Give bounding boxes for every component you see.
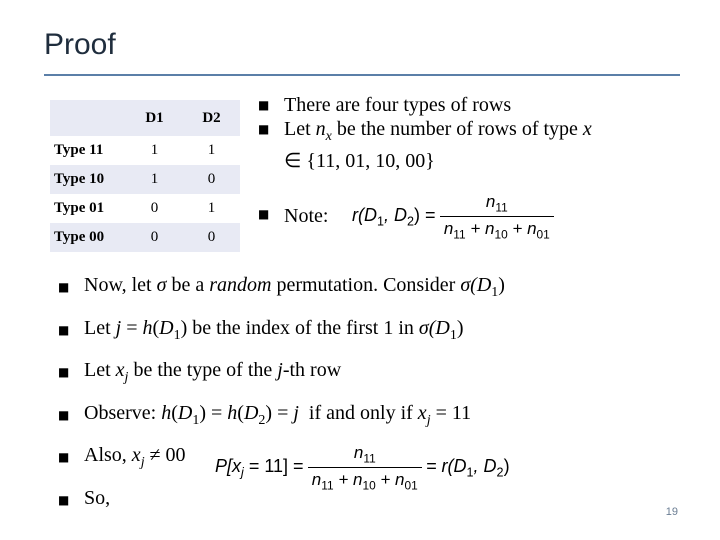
table-row — [50, 136, 240, 165]
cell-d1: 1 — [150, 142, 159, 158]
row-label: Type 11 — [54, 142, 104, 158]
bullet-type-xj: ■ Let $x_j$ be the type of the j-th row — [58, 353, 505, 396]
similarity-formula: $r(D_1$, $D_2$) = $\frac{n_{11}}{n_{11} + n_{10} + n_{01}}$ — [352, 192, 554, 242]
square-bullet-icon: ■ — [58, 280, 70, 294]
square-bullet-icon: ■ — [258, 207, 270, 221]
title-divider — [44, 74, 680, 76]
cell-d1: 0 — [150, 200, 159, 216]
table-row — [50, 223, 240, 252]
cell-d1: 1 — [126, 165, 183, 194]
header-d1: D1 — [126, 100, 183, 136]
row-label: Type 00 — [50, 223, 126, 252]
cell-d2: 1 — [207, 142, 216, 158]
header-d2: D2 — [183, 100, 240, 136]
row-type-table — [50, 100, 240, 252]
square-bullet-icon: ■ — [58, 322, 70, 337]
top-bullet-list — [258, 93, 592, 173]
bullet-index-j: ■ Let $j = h(D_1)$ be the index of the first 1 in $\sigma(D_1)$ — [58, 311, 505, 354]
fraction: $\frac{n_{11}}{n_{11} + n_{10} + n_{01}}$ — [308, 443, 422, 493]
row-label: Type 01 — [54, 200, 105, 216]
bullet-also: ■ Also, $x_j \ne 00$ — [58, 438, 505, 481]
table-header-row — [50, 100, 240, 136]
table-row — [50, 165, 240, 194]
slide-title: Proof — [44, 28, 116, 61]
square-bullet-icon: ■ — [58, 407, 70, 422]
cell-d2: 0 — [183, 165, 240, 194]
bullet-observe: ■ Observe: $h(D_1) = h(D_2) = j$ if and only if $x_j = 11$ — [58, 396, 505, 439]
bullet-note: ■ Note: — [258, 205, 329, 227]
square-bullet-icon: ■ — [258, 98, 270, 112]
cell-d2: 1 — [207, 200, 216, 216]
row-label: Type 10 — [50, 165, 126, 194]
table-row — [50, 194, 240, 223]
table-corner-cell — [50, 100, 126, 136]
probability-formula: $P[x_j = 11]$ = $\frac{n_{11}}{n_{11} + n_{10} + n_{01}}$ = $r(D_1$, $D_2$) — [215, 443, 510, 493]
square-bullet-icon: ■ — [58, 365, 70, 379]
square-bullet-icon: ■ — [58, 492, 70, 507]
page-number: 19 — [665, 506, 678, 518]
type-set: ∈ {11, 01, 10, 00} — [284, 150, 435, 172]
cell-d1: 0 — [126, 223, 183, 252]
square-bullet-icon: ■ — [58, 450, 70, 464]
bullet-so: ■ So, — [58, 481, 505, 516]
fraction: $\frac{n_{11}}{n_{11} + n_{10} + n_{01}}$ — [440, 192, 554, 242]
square-bullet-icon: ■ — [258, 122, 270, 136]
cell-d2: 0 — [183, 223, 240, 252]
bullet-four-types: ■ There are four types of rows — [258, 94, 512, 116]
bullet-nx-definition: ■ Let $n_x$ be the number of rows of type x ∈ {11, 01, 10, 00} — [258, 118, 592, 172]
bullet-random-permutation: ■ Now, let σ be a random permutation. Consider $\sigma(D_1)$ — [58, 268, 505, 311]
